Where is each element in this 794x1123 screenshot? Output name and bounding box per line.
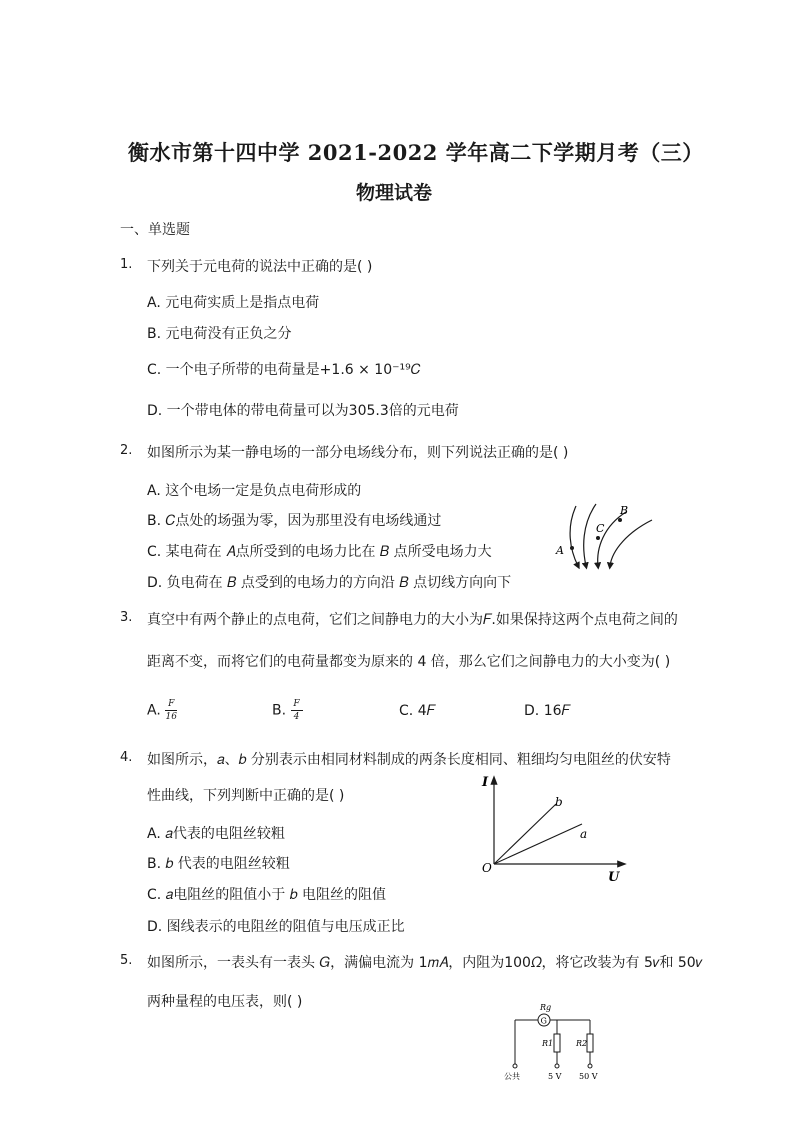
label-b: B <box>620 504 629 517</box>
origin-label: O <box>482 861 492 875</box>
question-stem-line-2: 两种量程的电压表，则( ) <box>147 994 303 1010</box>
question-stem: 如图所示为某一静电场的一部分电场线分布，则下列说法正确的是( ) <box>147 445 569 461</box>
option-c[interactable]: C. 某电荷在 𝐴点所受到的电场力比在 𝐵 点所受电场力大 <box>147 544 492 560</box>
option-d[interactable]: D. 16𝐹 <box>524 703 570 719</box>
rg-label: Rg <box>540 1003 552 1012</box>
question-stem: 下列关于元电荷的说法中正确的是( ) <box>147 259 373 275</box>
x-axis-label: U <box>608 870 620 885</box>
page-title: 衡水市第十四中学 2021-2022 学年高二下学期月考（三） <box>128 140 704 165</box>
question-number: 3. <box>120 610 133 625</box>
iv-graph <box>478 768 628 886</box>
label-c: C <box>596 522 605 535</box>
question-stem-line-2: 距离不变，而将它们的电荷量都变为原来的 4 倍，那么它们之间静电力的大小变为( ) <box>147 654 671 670</box>
voltmeter-circuit <box>498 998 610 1084</box>
option-b[interactable]: B. 元电荷没有正负之分 <box>147 326 292 342</box>
field-line <box>570 506 578 566</box>
question-number: 2. <box>120 443 133 458</box>
resistor-r2 <box>587 1034 593 1052</box>
question-stem-line-1: 如图所示，𝑎、𝑏 分别表示由相同材料制成的两条长度相同、粗细均匀电阻丝的伏安特 <box>147 752 671 768</box>
option-b[interactable]: B. $\frac{F}{4}$ <box>272 699 303 722</box>
line-b <box>494 804 556 864</box>
question-stem-line-1: 如图所示，一表头有一表头 𝐺，满偏电流为 1𝑚𝐴，内阻为100𝛺，将它改装为有 5𝑣和 50𝑣 <box>147 955 703 971</box>
line-a-label: a <box>580 827 588 841</box>
option-a[interactable]: A. $\frac{F}{16}$ <box>147 699 177 722</box>
r1-label: R1 <box>542 1039 554 1048</box>
line-a <box>494 824 582 864</box>
point-c <box>596 536 600 540</box>
r2-label: R2 <box>576 1039 588 1048</box>
option-c[interactable]: C. 𝑎电阻丝的阻值小于 𝑏 电阻丝的阻值 <box>147 887 387 903</box>
question-number: 1. <box>120 257 133 272</box>
option-c[interactable]: C. 一个电子所带的电荷量是+1.6 × 10⁻¹⁹𝐶 <box>147 362 421 378</box>
option-d[interactable]: D. 一个带电体的带电荷量可以为305.3倍的元电荷 <box>147 403 459 419</box>
resistor-r1 <box>554 1034 560 1052</box>
section-label: 一、单选题 <box>120 222 190 238</box>
terminal-5v: 5 V <box>548 1072 562 1081</box>
line-b-label: b <box>555 795 563 809</box>
option-a[interactable]: A. 元电荷实质上是指点电荷 <box>147 295 320 311</box>
question-number: 5. <box>120 953 133 968</box>
page-subtitle: 物理试卷 <box>356 182 433 204</box>
question-number: 4. <box>120 750 133 765</box>
option-c[interactable]: C. 4𝐹 <box>399 703 435 719</box>
field-line <box>584 504 596 566</box>
option-b[interactable]: B. 𝐶点处的场强为零，因为那里没有电场线通过 <box>147 513 442 529</box>
galvanometer-label: G <box>540 1016 547 1026</box>
label-a: A <box>556 544 564 557</box>
question-stem-line-1: 真空中有两个静止的点电荷，它们之间静电力的大小为𝐹.如果保持这两个点电荷之间的 <box>147 612 678 628</box>
option-a[interactable]: A. 这个电场一定是负点电荷形成的 <box>147 483 362 499</box>
option-d[interactable]: D. 图线表示的电阻丝的阻值与电压成正比 <box>147 919 405 935</box>
question-stem-line-2: 性曲线，下列判断中正确的是( ) <box>147 788 345 804</box>
electric-field-figure <box>552 498 662 574</box>
y-axis-label: I <box>482 775 489 790</box>
option-b[interactable]: B. 𝑏 代表的电阻丝较粗 <box>147 856 290 872</box>
terminal-common: 公共 <box>504 1072 520 1081</box>
field-line <box>610 520 652 566</box>
point-b <box>618 518 622 522</box>
option-a[interactable]: A. 𝑎代表的电阻丝较粗 <box>147 826 285 842</box>
option-d[interactable]: D. 负电荷在 𝐵 点受到的电场力的方向沿 𝐵 点切线方向向下 <box>147 575 512 591</box>
point-a <box>570 546 574 550</box>
terminal-50v: 50 V <box>579 1072 598 1081</box>
